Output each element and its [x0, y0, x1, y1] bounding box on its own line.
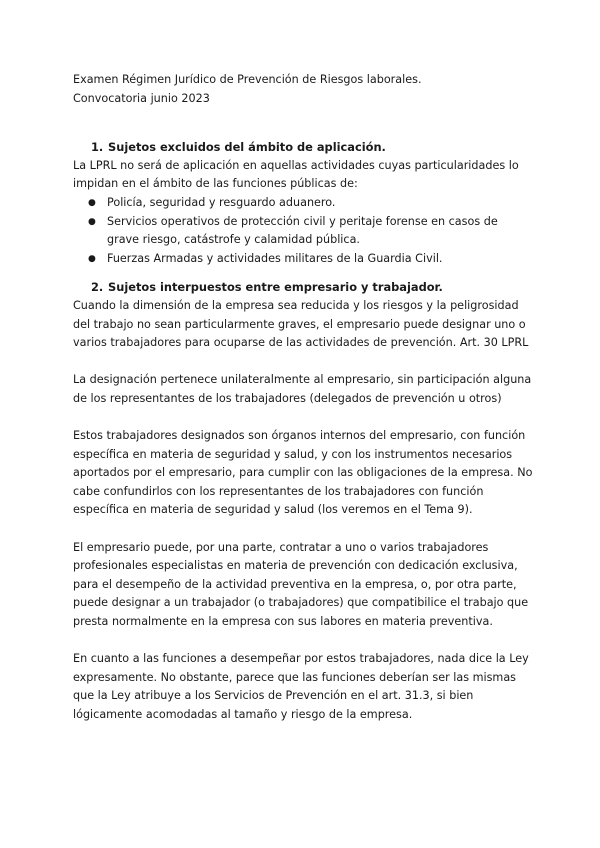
list-item — [73, 194, 533, 213]
section-2-number: 2. — [91, 280, 104, 295]
list-item-text: Fuerzas Armadas y actividades militares de la Guardia Civil. — [107, 251, 443, 265]
section-1-intro: La LPRL no será de aplicación en aquellas actividades cuyas particularidades lo impidan en el ámbito de las funciones públicas de: — [73, 158, 519, 191]
list-item — [73, 250, 533, 269]
section-2-paragraph: En cuanto a las funciones a desempeñar por estos trabajadores, nada dice la Ley expresamente. No obstante, parece que las funciones deberían ser las mismas que la Ley atribuye a los Servicios de Prevención en el art. 31.3, si bien lógicamente acomodadas al tamaño y riesgo de la empresa. — [73, 652, 529, 721]
section-1-bullet-list — [73, 194, 533, 268]
list-item-text: Servicios operativos de protección civil y peritaje forense en casos de grave riesgo, catástrofe y calamidad pública. — [107, 214, 498, 247]
section-1-heading — [73, 138, 533, 157]
document-page — [73, 71, 533, 725]
list-item-text: Policía, seguridad y resguardo aduanero. — [107, 195, 336, 209]
section-2-paragraph: Estos trabajadores designados son órganos internos del empresario, con función específica en materia de seguridad y salud, y con los instrumentos necesarios aportados por el empresario, para cumplir con las obligaciones de la empresa. No cabe confundirlos con los representantes de los trabajadores con función específica en materia de seguridad y salud (los veremos en el Tema 9). — [73, 429, 533, 517]
bullet-icon: ● — [88, 253, 96, 264]
bullet-icon: ● — [88, 216, 96, 227]
section-2-title: Sujetos interpuestos entre empresario y trabajador. — [108, 280, 443, 295]
section-1-number: 1. — [91, 140, 104, 155]
document-subtitle: Convocatoria junio 2023 — [73, 91, 210, 105]
section-2-paragraph: La designación pertenece unilateralmente al empresario, sin participación alguna de los representantes de los trabajadores (delegados de prevención u otros) — [73, 373, 532, 405]
section-2-paragraph: El empresario puede, por una parte, contratar a uno o varios trabajadores profesionales especialistas en materia de prevención con dedicación exclusiva, para el desempeño de la actividad preventiva en la empresa, o, por otra parte, puede designar a un trabajador (o trabajadores) que compatibilice el trabajo que presta normalmente en la empresa con sus labores en materia preventiva. — [73, 540, 529, 629]
document-title: Examen Régimen Jurídico de Prevención de Riesgos laborales. — [73, 73, 422, 86]
section-2-paragraph: Cuando la dimensión de la empresa sea reducida y los riesgos y la peligrosidad del trabajo no sean particularmente graves, el empresario puede designar uno o varios trabajadores para ocuparse de las actividades de prevención. Art. 30 LPRL — [73, 298, 529, 350]
bullet-icon: ● — [88, 197, 96, 208]
section-2-heading — [73, 278, 533, 297]
document-header — [73, 71, 533, 108]
section-1-title: Sujetos excluidos del ámbito de aplicación. — [108, 140, 386, 155]
list-item — [73, 213, 533, 250]
